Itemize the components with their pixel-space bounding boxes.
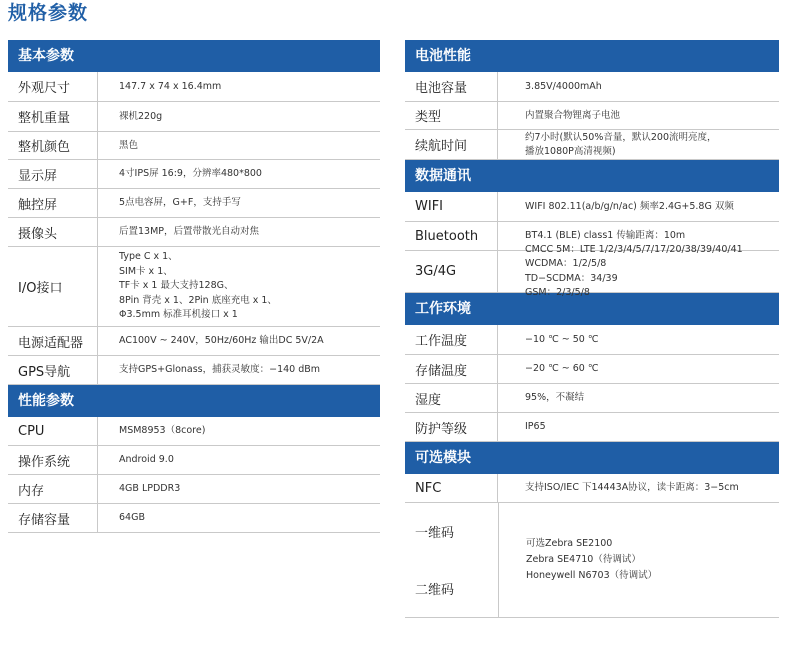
spec-value-line: WIFI 802.11(a/b/g/n/ac) 频率2.4G+5.8G 双频: [525, 200, 734, 212]
spec-key: 3G/4G: [405, 251, 498, 292]
spec-value-line: 147.7 x 74 x 16.4mm: [119, 80, 222, 92]
spec-row: [8, 102, 380, 132]
spec-value-line: 4寸IPS屏 16:9，分辨率480*800: [119, 168, 262, 179]
spec-key: 内存: [8, 475, 98, 503]
spec-key: 存储温度: [405, 355, 498, 383]
spec-value-line: 内置聚合物锂离子电池: [525, 109, 621, 121]
spec-value: [98, 102, 380, 131]
spec-key: 外观尺寸: [8, 72, 98, 101]
spec-value-line: 64GB: [119, 512, 145, 523]
spec-value-line: MSM8953（8core): [119, 425, 206, 436]
spec-value-line: Φ3.5mm 标准耳机接口 x 1: [119, 309, 238, 321]
spec-row: [8, 247, 380, 327]
spec-value-line: CMCC 5M：LTE 1/2/3/4/5/7/17/20/38/39/40/41: [525, 243, 743, 255]
spec-key: CPU: [8, 417, 98, 445]
spec-value-line: 支持GPS+Glonass，捕获灵敏度：−140 dBm: [119, 364, 321, 375]
spec-value: [498, 325, 779, 354]
spec-key: 操作系统: [8, 446, 98, 474]
spec-value-line: −10 ℃ ~ 50 ℃: [525, 333, 599, 345]
spec-value: [98, 504, 380, 532]
spec-value: [498, 243, 779, 298]
spec-row: [405, 384, 779, 413]
spec-value: [98, 72, 380, 101]
spec-key: 触控屏: [8, 189, 98, 217]
spec-value: [98, 132, 380, 159]
spec-value: [498, 474, 779, 502]
spec-key: 电池容量: [405, 72, 498, 101]
spec-value-line: Type C x 1、: [119, 251, 178, 263]
spec-value-line: 3.85V/4000mAh: [525, 80, 602, 92]
spec-row: [8, 446, 380, 475]
section-header: 工作环境: [405, 293, 779, 325]
spec-value-line: BT4.1 (BLE) class1 传输距离：10m: [525, 230, 686, 241]
spec-value: [98, 356, 380, 384]
section-header: 可选模块: [405, 442, 779, 474]
spec-value-line: Android 9.0: [119, 454, 174, 465]
spec-row: [8, 132, 380, 160]
section-header: 电池性能: [405, 40, 779, 72]
spec-value-line: 95%，不凝结: [525, 392, 585, 403]
spec-value-line: 8Pin 背壳 x 1、2Pin 底座充电 x 1、: [119, 294, 277, 306]
spec-key: 湿度: [405, 384, 498, 412]
spec-key: 续航时间: [405, 130, 498, 159]
spec-value: [98, 247, 380, 326]
spec-value-line: AC100V ~ 240V，50Hz/60Hz 输出DC 5V/2A: [119, 335, 324, 346]
spec-value-line: 裸机220g: [119, 110, 163, 122]
spec-value: [98, 189, 380, 217]
spec-value-line: GSM：2/3/5/8: [525, 287, 590, 298]
spec-value-line: 后置13MP，后置带散光自动对焦: [119, 226, 260, 237]
spec-row: [8, 327, 380, 356]
spec-key: 电源适配器: [8, 327, 98, 355]
left-column: [8, 40, 380, 533]
spec-row: [8, 218, 380, 247]
spec-key: 工作温度: [405, 325, 498, 354]
spec-row: [8, 160, 380, 189]
spec-key: 一维码: [415, 526, 455, 541]
spec-value: [98, 327, 380, 355]
spec-value: [498, 130, 779, 159]
spec-value-line: Honeywell N6703（待调试）: [526, 570, 658, 581]
spec-row: [405, 243, 779, 298]
spec-key: 摄像头: [8, 218, 98, 246]
spec-value: [498, 413, 779, 441]
spec-value: [499, 503, 779, 617]
barcode-keys: [405, 503, 499, 617]
spec-value-line: 黑色: [119, 139, 139, 151]
spec-row: [405, 130, 779, 160]
spec-row: [8, 417, 380, 446]
spec-row: [405, 192, 779, 222]
spec-value: [498, 72, 779, 101]
spec-value-line: 约7小时(默认50%音量，默认200流明亮度，: [525, 131, 717, 143]
section-header: 数据通讯: [405, 160, 779, 192]
spec-value-line: IP65: [525, 421, 546, 432]
spec-row: [405, 474, 779, 503]
spec-key: GPS导航: [8, 356, 98, 384]
spec-row: [405, 102, 779, 130]
spec-row: [8, 504, 380, 533]
spec-key: WIFI: [405, 192, 498, 221]
spec-key: 存储容量: [8, 504, 98, 532]
spec-key: NFC: [405, 474, 498, 502]
spec-value-line: 播放1080P高清视频): [525, 145, 616, 157]
spec-key: 整机重量: [8, 102, 98, 131]
spec-row: [405, 325, 779, 355]
spec-key: 防护等级: [405, 413, 498, 441]
spec-row: [8, 72, 380, 102]
spec-value: [98, 446, 380, 474]
barcode-row: [405, 503, 779, 618]
spec-value-line: 支持ISO/IEC 下14443A协议，读卡距离：3−5cm: [525, 482, 739, 493]
spec-value-line: TF卡 x 1 最大支持128G、: [119, 280, 234, 292]
spec-key: I/O接口: [8, 247, 98, 326]
spec-row: [8, 475, 380, 504]
spec-value-line: 4GB LPDDR3: [119, 483, 181, 494]
spec-value: [98, 218, 380, 246]
spec-key: 整机颜色: [8, 132, 98, 159]
spec-value: [498, 192, 779, 221]
spec-value-line: SIM卡 x 1、: [119, 265, 173, 277]
right-column: [405, 40, 779, 618]
spec-value-line: −20 ℃ ~ 60 ℃: [525, 363, 599, 374]
spec-key: 类型: [405, 102, 498, 129]
spec-value: [498, 384, 779, 412]
spec-value: [498, 102, 779, 129]
spec-row: [8, 189, 380, 218]
spec-key: 二维码: [415, 583, 455, 598]
spec-row: [405, 413, 779, 442]
spec-value-line: 可选Zebra SE2100: [526, 538, 613, 549]
section-header: 性能参数: [8, 385, 380, 417]
spec-row: [8, 356, 380, 385]
spec-value: [98, 160, 380, 188]
spec-value-line: WCDMA：1/2/5/8: [525, 258, 607, 269]
spec-value: [98, 417, 380, 445]
spec-key: Bluetooth: [405, 222, 498, 250]
spec-value-line: Zebra SE4710（待调试）: [526, 554, 641, 565]
spec-value-line: TD−SCDMA：34/39: [525, 272, 618, 284]
spec-key: 显示屏: [8, 160, 98, 188]
spec-value: [98, 475, 380, 503]
spec-row: [405, 355, 779, 384]
spec-row: [405, 72, 779, 102]
page-title: 规格参数: [8, 2, 89, 24]
spec-value: [498, 355, 779, 383]
spec-value-line: 5点电容屏，G+F，支持手写: [119, 197, 241, 208]
section-header: 基本参数: [8, 40, 380, 72]
